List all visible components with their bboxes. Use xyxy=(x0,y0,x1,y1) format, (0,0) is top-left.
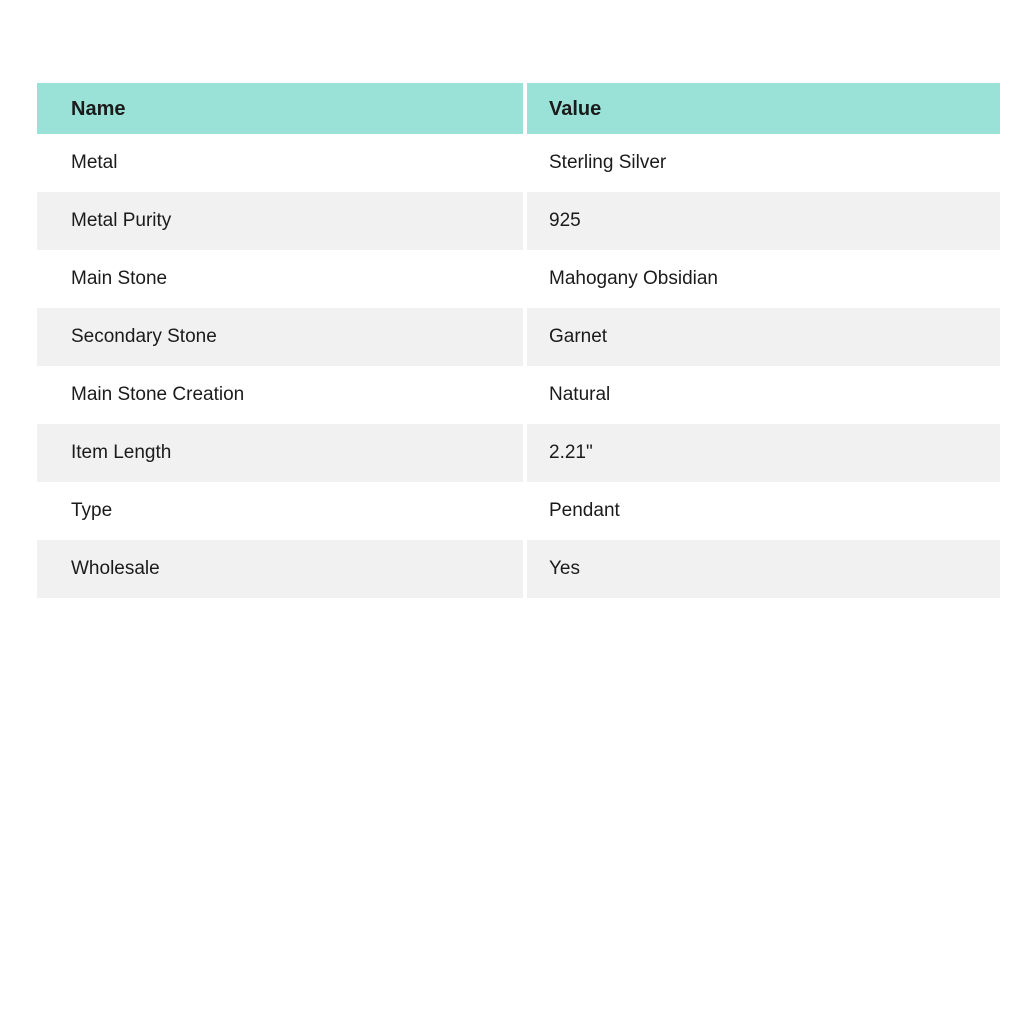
row-value-cell: Natural xyxy=(523,366,1000,424)
row-value-cell: 925 xyxy=(523,192,1000,250)
row-name-cell: Wholesale xyxy=(37,540,523,598)
row-value-cell: Yes xyxy=(523,540,1000,598)
row-name-cell: Metal xyxy=(37,134,523,192)
table-row xyxy=(37,308,1000,366)
product-spec-table xyxy=(37,83,1000,598)
table-row xyxy=(37,192,1000,250)
header-cell-value: Value xyxy=(523,83,1000,134)
row-value-cell: Pendant xyxy=(523,482,1000,540)
row-name-cell: Secondary Stone xyxy=(37,308,523,366)
row-value-cell: Sterling Silver xyxy=(523,134,1000,192)
row-value-cell: Garnet xyxy=(523,308,1000,366)
header-cell-name: Name xyxy=(37,83,523,134)
row-name-cell: Item Length xyxy=(37,424,523,482)
table-body xyxy=(37,134,1000,598)
row-value-cell: Mahogany Obsidian xyxy=(523,250,1000,308)
table-row xyxy=(37,250,1000,308)
table-row xyxy=(37,134,1000,192)
row-value-cell: 2.21" xyxy=(523,424,1000,482)
table-row xyxy=(37,482,1000,540)
row-name-cell: Main Stone Creation xyxy=(37,366,523,424)
header-row xyxy=(37,83,1000,134)
table-row xyxy=(37,424,1000,482)
row-name-cell: Type xyxy=(37,482,523,540)
product-spec-table-container xyxy=(37,83,1000,598)
row-name-cell: Main Stone xyxy=(37,250,523,308)
table-row xyxy=(37,540,1000,598)
row-name-cell: Metal Purity xyxy=(37,192,523,250)
table-row xyxy=(37,366,1000,424)
